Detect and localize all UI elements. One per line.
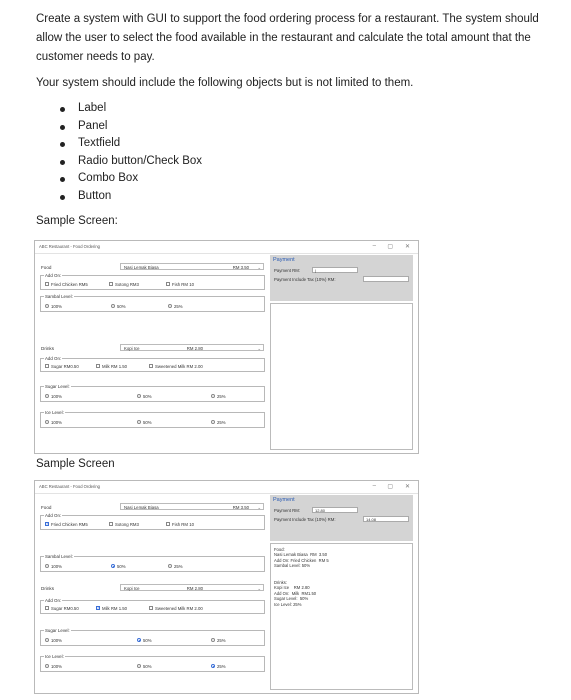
- addon-sotong-checkbox[interactable]: Sotong RM3: [109, 282, 139, 287]
- chevron-down-icon: ⌄: [257, 346, 261, 351]
- ice-100-radio[interactable]: 100%: [45, 664, 62, 669]
- radio-icon: [211, 420, 215, 424]
- order-panel: [38, 255, 267, 451]
- sugar-50-radio[interactable]: 50%: [137, 394, 152, 399]
- sambal-25-radio[interactable]: 25%: [168, 564, 183, 569]
- radio-icon: [111, 304, 115, 308]
- receipt-drinks: Drinks: Kopi Ice RM 2.80 Add On: Milk RM1.50 Sugar Level: 50% Ice Level: 25%: [274, 580, 317, 607]
- title-bar: [35, 481, 418, 494]
- list-item: Textfield: [60, 135, 202, 153]
- sambal-level-group: Sambal Level: 100% 50% 25%: [40, 296, 265, 312]
- minimize-icon[interactable]: –: [372, 483, 376, 489]
- payment-rm-field[interactable]: |: [312, 267, 358, 273]
- chevron-down-icon: ⌄: [257, 586, 261, 591]
- payment-rm-label: Payment RM:: [274, 508, 301, 513]
- sambal-25-radio[interactable]: 25%: [168, 304, 183, 309]
- radio-icon: [137, 394, 141, 398]
- checkbox-icon: [96, 364, 100, 368]
- sambal-100-radio[interactable]: 100%: [45, 564, 62, 569]
- window-title: ABC Restaurant - Food Ordering: [39, 484, 100, 489]
- checkbox-icon: [45, 606, 49, 610]
- ice-25-radio[interactable]: 25%: [211, 664, 226, 669]
- close-icon[interactable]: ✕: [404, 244, 410, 250]
- sugar-level-group: Sugar Level: 100% 50% 25%: [40, 386, 265, 402]
- checkbox-icon: [166, 522, 170, 526]
- checkbox-checked-icon: [96, 606, 100, 610]
- checkbox-icon: [149, 364, 153, 368]
- list-item: Button: [60, 188, 202, 206]
- sugar-100-radio[interactable]: 100%: [45, 394, 62, 399]
- objects-intro: Your system should include the following objects but is not limited to them.: [36, 77, 414, 89]
- radio-selected-icon: [211, 664, 215, 668]
- sample-window-1: [34, 240, 419, 454]
- drink-addon-group: Add On: Sugar RM0.50 ✓ Milk RM 1.50 Sweetened Milk RM 2.00: [40, 600, 265, 614]
- sugar-level-group: Sugar Level: 100% 50% 25%: [40, 630, 265, 646]
- object-list: [60, 100, 202, 205]
- order-panel: [38, 495, 267, 691]
- addon-milk-checkbox[interactable]: ✓ Milk RM 1.50: [96, 606, 127, 611]
- food-addon-group: Add On: Fried Chicken RM5 Sotong RM3 Fish RM 10: [40, 275, 265, 290]
- receipt-area: [270, 303, 413, 450]
- radio-icon: [45, 420, 49, 424]
- addon-sweetened-milk-checkbox[interactable]: Sweetened Milk RM 2.00: [149, 364, 203, 369]
- checkbox-icon: [109, 522, 113, 526]
- addon-fish-checkbox[interactable]: Fish RM 10: [166, 282, 194, 287]
- list-item: Label: [60, 100, 202, 118]
- sugar-25-radio[interactable]: 25%: [211, 638, 226, 643]
- payment-tax-field[interactable]: [363, 276, 409, 282]
- bullet-icon: [60, 142, 65, 147]
- radio-icon: [211, 394, 215, 398]
- payment-heading: Payment: [273, 497, 295, 503]
- payment-rm-field[interactable]: 12.80: [312, 507, 358, 513]
- radio-selected-icon: [137, 638, 141, 642]
- ice-100-radio[interactable]: 100%: [45, 420, 62, 425]
- radio-icon: [168, 564, 172, 568]
- drinks-label: Drinks: [41, 586, 55, 591]
- maximize-icon[interactable]: ▢: [387, 484, 393, 490]
- radio-icon: [45, 638, 49, 642]
- radio-icon: [45, 394, 49, 398]
- payment-rm-label: Payment RM:: [274, 268, 301, 273]
- checkbox-checked-icon: [45, 522, 49, 526]
- drinks-label: Drinks: [41, 346, 55, 351]
- payment-tax-label: Payment Include Tax (10%) RM:: [274, 517, 336, 522]
- checkbox-icon: [166, 282, 170, 286]
- sugar-25-radio[interactable]: 25%: [211, 394, 226, 399]
- food-addon-group: Add On: ✓Fried Chicken RM5 Sotong RM3 Fish RM 10: [40, 515, 265, 530]
- maximize-icon[interactable]: ▢: [387, 244, 393, 250]
- list-item: Radio button/Check Box: [60, 153, 202, 171]
- checkbox-icon: [45, 364, 49, 368]
- drinks-combo[interactable]: Kopi Ice RM 2.80 ⌄: [120, 344, 264, 351]
- bullet-icon: [60, 195, 65, 200]
- sambal-100-radio[interactable]: 100%: [45, 304, 62, 309]
- bullet-icon: [60, 160, 65, 165]
- assignment-intro: Create a system with GUI to support the food ordering process for a restaurant. The system should allow the user to select the food available in the restaurant and calculate the total amount that the customer needs to pay.: [36, 13, 539, 63]
- minimize-icon[interactable]: –: [372, 243, 376, 249]
- food-label: Food: [41, 505, 52, 510]
- bullet-icon: [60, 125, 65, 130]
- ice-50-radio[interactable]: 50%: [137, 420, 152, 425]
- food-combo[interactable]: Nasi Lemak Biasa RM 3.50 ⌄: [120, 503, 264, 510]
- addon-fish-checkbox[interactable]: Fish RM 10: [166, 522, 194, 527]
- addon-sweetened-milk-checkbox[interactable]: Sweetened Milk RM 2.00: [149, 606, 203, 611]
- radio-icon: [45, 304, 49, 308]
- drink-addon-group: Add On: Sugar RM0.50 Milk RM 1.50 Sweetened Milk RM 2.00: [40, 358, 265, 372]
- chevron-down-icon: ⌄: [257, 505, 261, 510]
- radio-icon: [211, 638, 215, 642]
- radio-icon: [168, 304, 172, 308]
- sample-screen-label-1: Sample Screen:: [36, 215, 118, 227]
- checkbox-icon: [149, 606, 153, 610]
- list-item: Combo Box: [60, 170, 202, 188]
- sample-window-2: [34, 480, 419, 694]
- payment-box: [270, 255, 413, 301]
- payment-panel: [270, 495, 413, 690]
- payment-box: [270, 495, 413, 541]
- sambal-level-group: Sambal Level: 100% 50% 25%: [40, 556, 265, 572]
- ice-50-radio[interactable]: 50%: [137, 664, 152, 669]
- sambal-50-radio[interactable]: 50%: [111, 564, 126, 569]
- addon-fried-chicken-checkbox[interactable]: Fried Chicken RM5: [45, 282, 88, 287]
- bullet-icon: [60, 177, 65, 182]
- receipt-area: [270, 543, 413, 690]
- addon-fried-chicken-checkbox[interactable]: ✓Fried Chicken RM5: [45, 522, 88, 527]
- payment-panel: [270, 255, 413, 450]
- close-icon[interactable]: ✕: [404, 484, 410, 490]
- radio-icon: [45, 664, 49, 668]
- sambal-50-radio[interactable]: 50%: [111, 304, 126, 309]
- radio-icon: [45, 564, 49, 568]
- chevron-down-icon: ⌄: [257, 265, 261, 270]
- addon-sotong-checkbox[interactable]: Sotong RM3: [109, 522, 139, 527]
- sugar-100-radio[interactable]: 100%: [45, 638, 62, 643]
- title-bar: [35, 241, 418, 254]
- sugar-50-radio[interactable]: 50%: [137, 638, 152, 643]
- food-label: Food: [41, 265, 52, 270]
- window-title: ABC Restaurant - Food Ordering: [39, 244, 100, 249]
- radio-icon: [137, 420, 141, 424]
- checkbox-icon: [109, 282, 113, 286]
- addon-sugar-checkbox[interactable]: Sugar RM0.50: [45, 364, 79, 369]
- ice-25-radio[interactable]: 25%: [211, 420, 226, 425]
- ice-level-group: Ice Level: 100% 50% 25%: [40, 412, 265, 428]
- payment-heading: Payment: [273, 257, 295, 263]
- ice-level-group: Ice Level: 100% 50% 25%: [40, 656, 265, 672]
- sample-screen-label-2: Sample Screen: [36, 458, 115, 470]
- receipt-food: Food: Nasi Lemak Biasa RM 3.50 Add On: Fried Chicken RM 5 Sambal Level: 50%: [274, 547, 329, 569]
- addon-milk-checkbox[interactable]: Milk RM 1.50: [96, 364, 127, 369]
- radio-selected-icon: [111, 564, 115, 568]
- bullet-icon: [60, 107, 65, 112]
- radio-icon: [137, 664, 141, 668]
- food-combo[interactable]: Nasi Lemak Biasa RM 3.50 ⌄: [120, 263, 264, 270]
- checkbox-icon: [45, 282, 49, 286]
- payment-tax-label: Payment Include Tax (10%) RM:: [274, 277, 336, 282]
- payment-tax-field[interactable]: 14.08: [363, 516, 409, 522]
- drinks-combo[interactable]: Kopi Ice RM 2.80 ⌄: [120, 584, 264, 591]
- addon-sugar-checkbox[interactable]: Sugar RM0.50: [45, 606, 79, 611]
- list-item: Panel: [60, 118, 202, 136]
